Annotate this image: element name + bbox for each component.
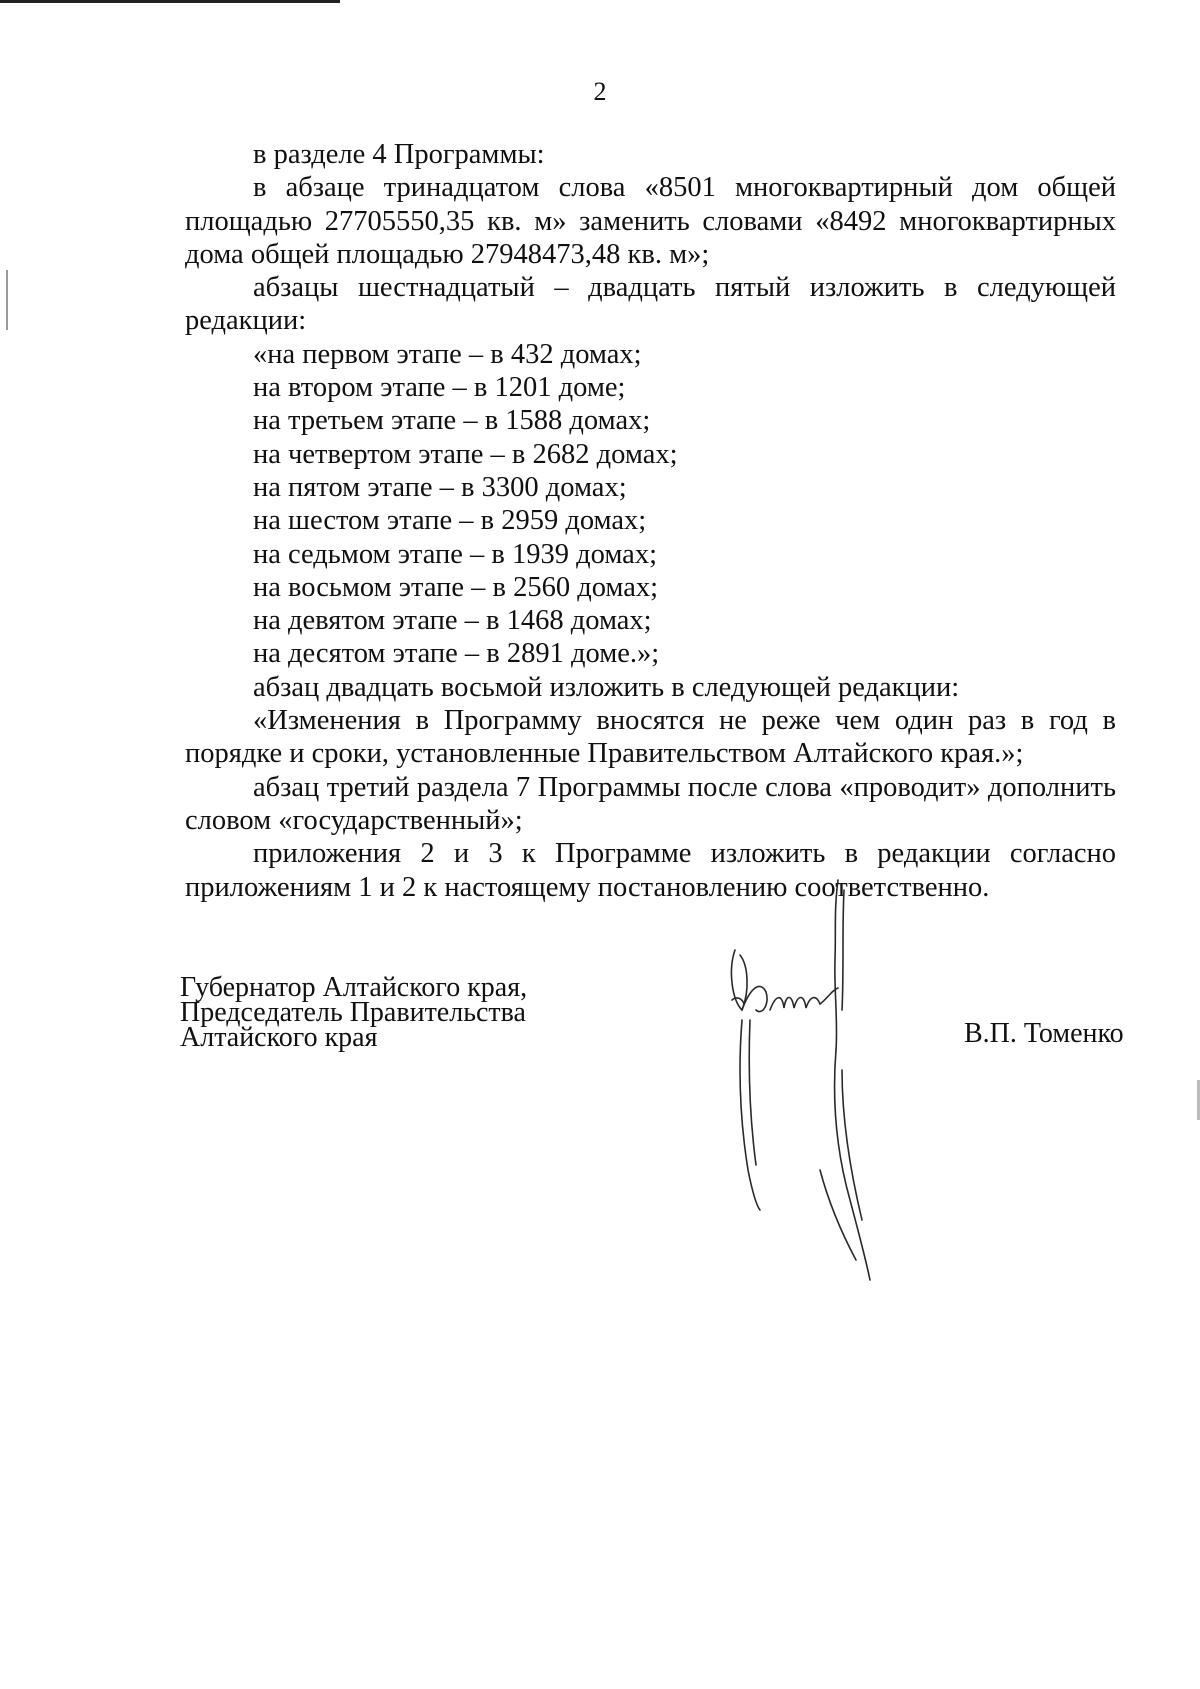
handwritten-signature bbox=[720, 870, 900, 1290]
signatory-title-line-1: Губернатор Алтайского края, bbox=[180, 972, 528, 1003]
signatory-name: В.П. Томенко bbox=[964, 1018, 1124, 1049]
stage-item-8: на восьмом этапе – в 2560 домах; bbox=[253, 571, 659, 603]
stage-item-4: на четвертом этапе – в 2682 домах; bbox=[253, 438, 678, 470]
signatory-title-line-2: Председатель Правительства bbox=[180, 997, 526, 1028]
document-body bbox=[185, 138, 1116, 904]
signatory-title bbox=[180, 972, 528, 1053]
stage-item-2: на втором этапе – в 1201 доме; bbox=[253, 372, 626, 404]
paragraph-28-text: «Изменения в Программу вносятся не реже чем один раз в год в порядке и сроки, установленные Правительством Алтайского края.»; bbox=[185, 705, 1116, 770]
stage-item-10: на десятом этапе – в 2891 доме.»; bbox=[253, 638, 660, 670]
stage-item-5: на пятом этапе – в 3300 домах; bbox=[253, 471, 627, 503]
paragraph-28-intro: абзац двадцать восьмой изложить в следующей редакции: bbox=[253, 671, 960, 703]
paragraph-section-4: в разделе 4 Программы: bbox=[253, 139, 545, 170]
stage-item-9: на девятом этапе – в 1468 домах; bbox=[253, 605, 652, 637]
stage-item-3: на третьем этапе – в 1588 домах; bbox=[253, 405, 651, 437]
paragraph-13th-amendment: в абзаце тринадцатом слова «8501 многоквартирный дом общей площадью 27705550,35 кв. м» заменить словами «8492 многоквартирных дома общей площадью 27948473,48 кв. м»; bbox=[185, 172, 1116, 270]
stage-item-6: на шестом этапе – в 2959 домах; bbox=[253, 505, 647, 537]
signatory-title-line-3: Алтайского края bbox=[180, 1022, 378, 1053]
page-number: 2 bbox=[593, 77, 607, 106]
paragraph-16-25-intro: абзацы шестнадцатый – двадцать пятый изложить в следующей редакции: bbox=[185, 272, 1116, 337]
paragraph-appendices: приложения 2 и 3 к Программе изложить в редакции согласно приложениям 1 и 2 к настоящему постановлению соответственно. bbox=[185, 838, 1116, 903]
stage-item-7: на седьмом этапе – в 1939 домах; bbox=[253, 538, 657, 570]
stage-item-1: «на первом этапе – в 432 домах; bbox=[253, 338, 642, 370]
scan-edge-top bbox=[0, 0, 340, 3]
paragraph-section-7: абзац третий раздела 7 Программы после слова «проводит» дополнить словом «государственный»; bbox=[185, 771, 1116, 836]
scan-edge-left bbox=[6, 270, 8, 330]
